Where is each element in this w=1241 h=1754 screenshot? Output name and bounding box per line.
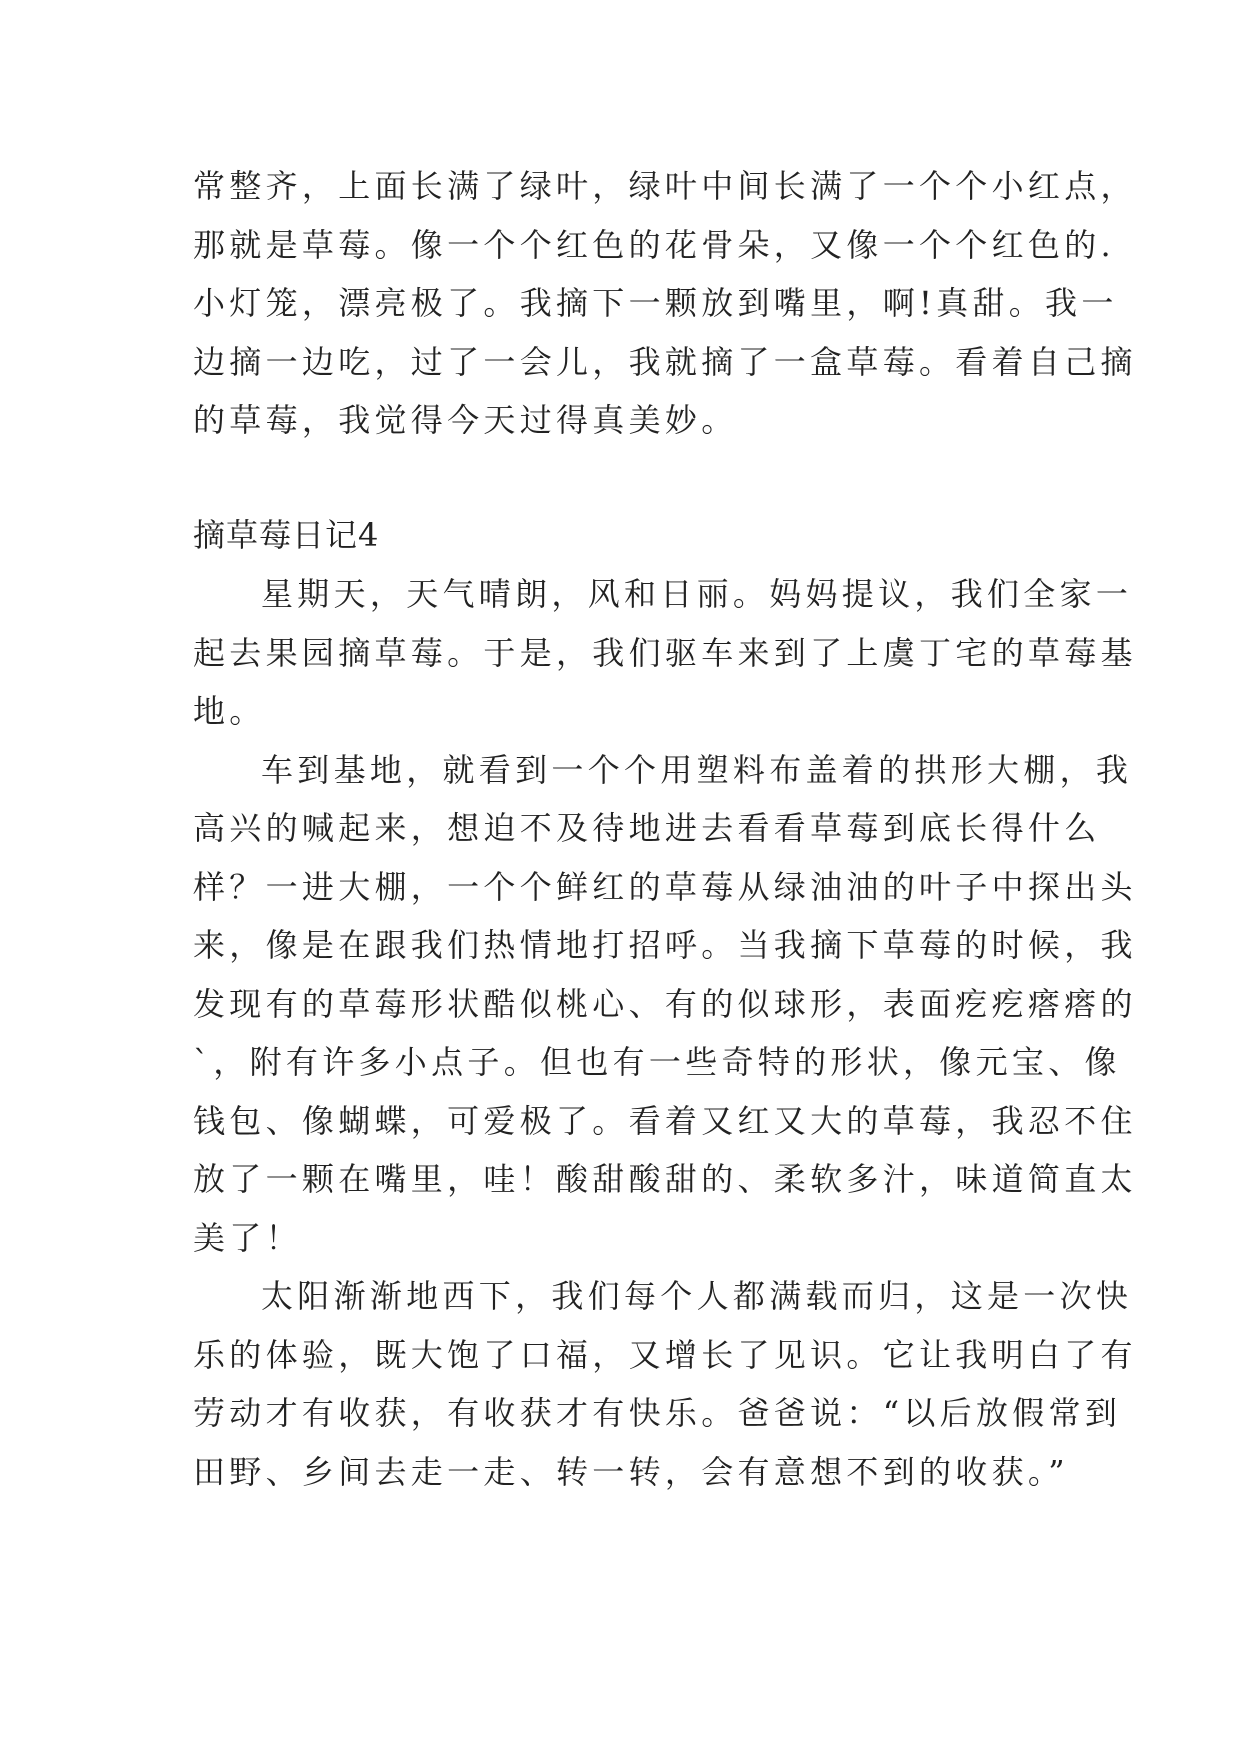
text-line: 地。 xyxy=(193,692,266,730)
text-line: 样？一进大棚，一个个鲜红的草莓从绿油油的叶子中探出头 xyxy=(193,867,1137,906)
text-line: 田野、乡间去走一走、转一转，会有意想不到的收获。” xyxy=(193,1452,1069,1491)
text-line: 乐的体验，既大饱了口福，又增长了见识。它让我明白了有 xyxy=(193,1335,1137,1374)
text-line: 劳动才有收获，有收获才有快乐。爸爸说：“以后放假常到 xyxy=(193,1394,1122,1432)
text-line: 的草莓，我觉得今天过得真美妙。 xyxy=(193,401,738,439)
text-line: 发现有的草莓形状酷似桃心、有的似球形，表面疙疙瘩瘩的 xyxy=(193,984,1137,1023)
text-line: 小灯笼，漂亮极了。我摘下一颗放到嘴里，啊!真甜。我一 xyxy=(193,284,1118,322)
text-line: 起去果园摘草莓。于是，我们驱车来到了上虞丁宅的草莓基 xyxy=(193,633,1137,672)
text-line: 美了！ xyxy=(193,1218,302,1257)
diary-body xyxy=(193,565,1137,1501)
continuation-paragraph xyxy=(193,157,1137,450)
text-line: 常整齐，上面长满了绿叶，绿叶中间长满了一个个小红点， xyxy=(193,167,1137,205)
text-line: `，附有许多小点子。但也有一些奇特的形状，像元宝、像 xyxy=(193,1043,1121,1081)
text-line: 太阳渐渐地西下，我们每个人都满载而归，这是一次快 xyxy=(261,1277,1133,1315)
text-line: 那就是草莓。像一个个红色的花骨朵，又像一个个红色的. xyxy=(193,225,1115,264)
text-line: 放了一颗在嘴里，哇！酸甜酸甜的、柔软多汁，味道简直太 xyxy=(193,1160,1137,1198)
text-line: 钱包、像蝴蝶，可爱极了。看着又红又大的草莓，我忍不住 xyxy=(193,1101,1137,1140)
text-line: 车到基地，就看到一个个用塑料布盖着的拱形大棚，我 xyxy=(261,750,1133,789)
text-line: 高兴的喊起来，想迫不及待地进去看看草莓到底长得什么 xyxy=(193,809,1101,847)
section-title: 摘草莓日记4 xyxy=(193,516,380,554)
text-line: 星期天，天气晴朗，风和日丽。妈妈提议，我们全家一 xyxy=(261,575,1133,613)
text-line: 来，像是在跟我们热情地打招呼。当我摘下草莓的时候，我 xyxy=(193,926,1137,964)
text-line: 边摘一边吃，过了一会儿，我就摘了一盒草莓。看着自己摘 xyxy=(193,342,1137,381)
